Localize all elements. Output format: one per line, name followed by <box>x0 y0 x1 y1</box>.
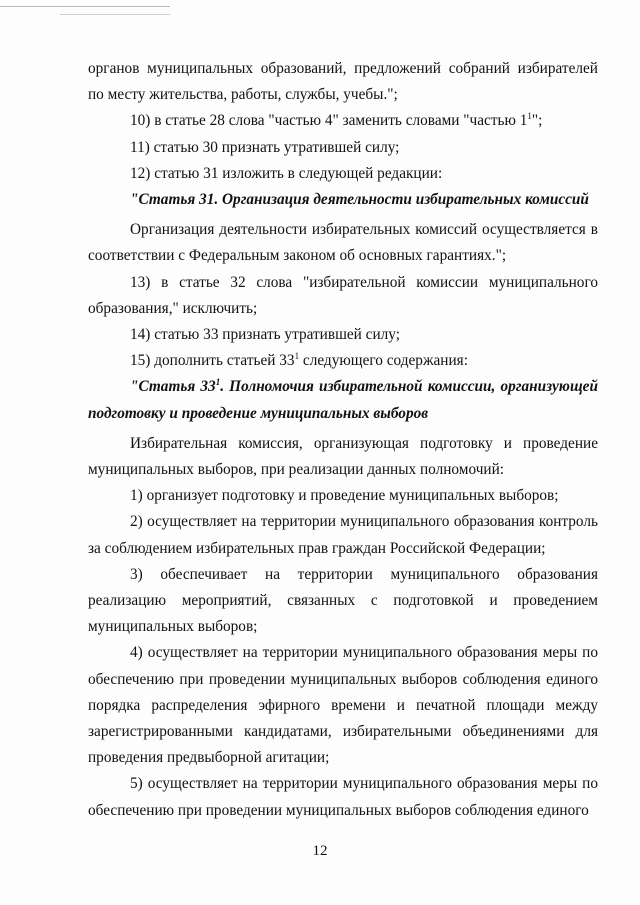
paragraph-item-10: 10) в статье 28 слова "частью 4" заменить словами "частью $1^1$"; <box>130 111 543 130</box>
scan-artifact-line <box>0 6 170 7</box>
list-item-1: 1) организует подготовку и проведение муниципальных выборов; <box>130 487 559 505</box>
paragraph-item-13: 13) в статье 32 слова "избирательной комиссии муниципального образования," исключить; <box>88 273 598 317</box>
article-33-1-heading: "Статья $33^1$. Полномочия избирательной комиссии, организующей подготовку и проведение муниципальных выборов <box>88 377 598 422</box>
superscript: 1 <box>215 377 221 388</box>
paragraph-continuation: органов муниципальных образований, предложений собраний избирателей по месту жительства, работы, службы, учебы."; <box>88 60 598 104</box>
paragraph-article-33-1-intro: Избирательная комиссия, организующая подготовку и проведение муниципальных выборов, при реализации данных полномочий: <box>88 434 598 479</box>
article-31-heading: "Статья 31. Организация деятельности избирательных комиссий <box>130 191 589 209</box>
paragraph-article-31-body: Организация деятельности избирательных комиссий осуществляется в соответствии с Федеральным законом об основных гарантиях."; <box>88 221 598 265</box>
document-body <box>88 56 598 824</box>
list-item-5: 5) осуществляет на территории муниципального образования меры по обеспечению при проведении муниципальных выборов соблюдения единого <box>88 775 598 819</box>
scan-artifact-line <box>60 14 170 15</box>
paragraph-item-11: 11) статью 30 признать утратившей силу; <box>130 138 400 156</box>
list-item-4: 4) осуществляет на территории муниципального образования меры по обеспечению при проведении муниципальных выборов соблюдения единого порядка распределения эфирного времени и печатной площади между зарегистрированными кандидатами, избирательными объединениями для проведения предвыборной агитации; <box>88 644 598 767</box>
paragraph-item-12: 12) статью 31 изложить в следующей редакции: <box>130 164 443 182</box>
paragraph-item-14: 14) статью 33 признать утратившей силу; <box>130 326 400 344</box>
superscript: 1 <box>527 111 532 122</box>
superscript: 1 <box>294 351 300 362</box>
page-number: 12 <box>312 843 328 859</box>
paragraph-item-15: 15) дополнить статьей $33^1$ следующего содержания: <box>130 351 468 370</box>
list-item-3: 3) обеспечивает на территории муниципального образования реализацию мероприятий, связанных с подготовкой и проведением муниципальных выборов; <box>88 565 598 636</box>
list-item-2: 2) осуществляет на территории муниципального образования контроль за соблюдением избирательных прав граждан Российской Федерации; <box>88 513 598 557</box>
